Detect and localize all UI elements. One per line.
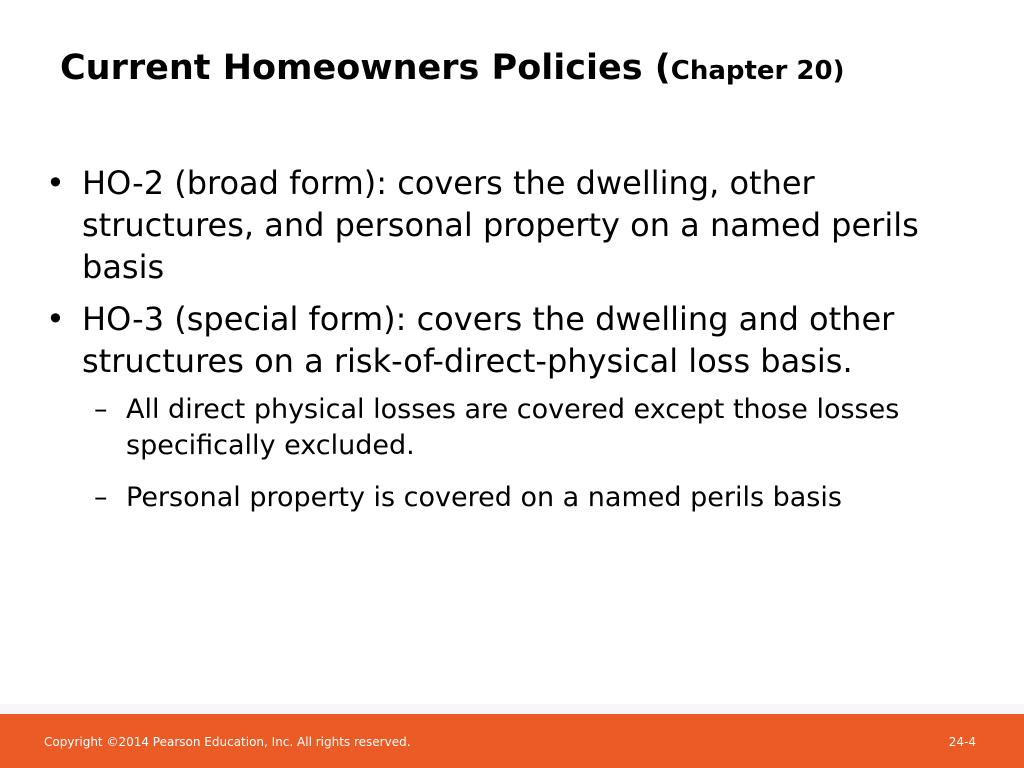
sub-bullet-text: All direct physical losses are covered except those losses specifically excluded.	[126, 394, 900, 461]
title-chapter: Chapter 20)	[670, 56, 845, 86]
bullet-ho3	[46, 298, 986, 382]
slide-title	[60, 44, 1000, 95]
title-main: Current Homeowners Policies (	[60, 48, 671, 88]
sub-bullet-marker: –	[94, 482, 108, 513]
sub-bullet-exclusions	[94, 392, 986, 464]
page-number: 24-4	[948, 735, 976, 749]
footer-bar	[0, 714, 1024, 768]
bullet-marker: •	[46, 164, 65, 202]
sub-bullet-text: Personal property is covered on a named perils basis	[126, 482, 842, 513]
copyright-text: Copyright ©2014 Pearson Education, Inc. All rights reserved.	[44, 735, 411, 749]
sub-bullet-personal-property	[94, 480, 986, 516]
bullet-text: HO-3 (special form): covers the dwelling and other structures on a risk-of-direct-physical loss basis.	[82, 300, 895, 380]
sub-bullet-marker: –	[94, 394, 108, 425]
ho3-sub-list	[94, 392, 986, 516]
bullet-text: HO-2 (broad form): covers the dwelling, other structures, and personal property on a named perils basis	[82, 164, 919, 286]
bullet-marker: •	[46, 300, 65, 338]
slide-content	[46, 162, 986, 532]
footer-divider	[0, 704, 1024, 714]
bullet-ho2	[46, 162, 986, 288]
